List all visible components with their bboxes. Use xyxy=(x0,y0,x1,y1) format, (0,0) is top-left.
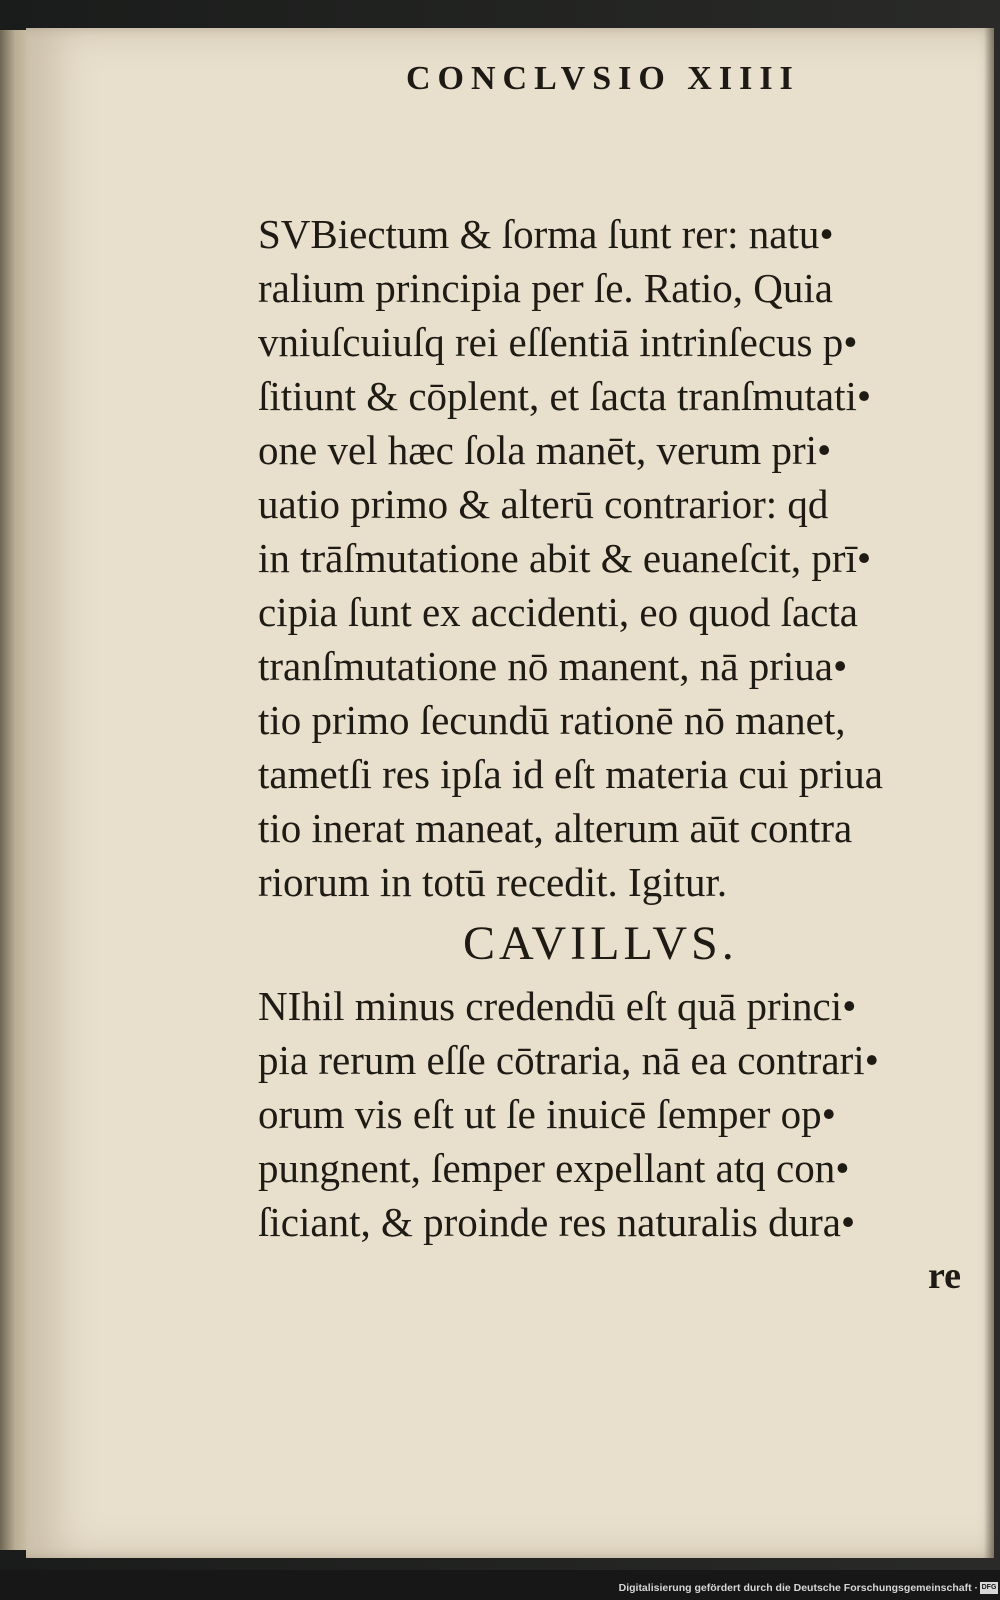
conclusio-line: riorum in totū recedit. Igitur. xyxy=(258,859,728,905)
conclusio-line: tio primo ſecundū rationē nō manet, xyxy=(258,697,846,743)
conclusio-line: tametſi res ipſa id eſt materia cui priua xyxy=(258,751,884,797)
conclusio-line: tranſmutatione nō manent, nā priua• xyxy=(258,643,848,689)
cavillus-line: pia rerum eſſe cōtraria, nā ea contrari• xyxy=(258,1037,880,1083)
cavillus-heading: CAVILLVS. xyxy=(463,917,738,970)
dfg-logo-icon: DFG xyxy=(980,1582,998,1594)
book-page xyxy=(26,28,994,1558)
conclusio-line: uatio primo & alterū contrarior: qd xyxy=(258,481,829,527)
cavillus-line: ſiciant, & proinde res naturalis dura• xyxy=(258,1199,856,1245)
conclusio-line: SVBiectum & ſorma ſunt rer: natu• xyxy=(258,211,834,257)
conclusio-line: ſitiunt & cōplent, et ſacta tranſmutati• xyxy=(258,373,872,419)
conclusio-line: tio inerat maneat, alterum aūt contra xyxy=(258,805,853,851)
conclusio-line: in trāſmutatione abit & euaneſcit, prī• xyxy=(258,535,872,581)
funding-credit: Digitalisierung gefördert durch die Deutsche Forschungsgemeinschaft · xyxy=(618,1582,978,1594)
cavillus-line: pungnent, ſemper expellant atq con• xyxy=(258,1145,850,1191)
conclusio-line: ralium principia per ſe. Ratio, Quia xyxy=(258,265,833,311)
cavillus-line: NIhil minus credendū eſt quā princi• xyxy=(258,983,857,1029)
catchword: re xyxy=(928,1255,962,1297)
cavillus-line: orum vis eſt ut ſe inuicē ſemper op• xyxy=(258,1091,836,1137)
conclusio-line: vniuſcuiuſq rei eſſentiā intrinſecus p• xyxy=(258,319,858,365)
running-head: CONCLVSIO XIIII xyxy=(406,60,800,97)
conclusio-line: cipia ſunt ex accidenti, eo quod ſacta xyxy=(258,589,858,635)
footer-bar xyxy=(0,1570,1000,1600)
page-edge-shadow xyxy=(984,28,994,1558)
conclusio-line: one vel hæc ſola manēt, verum pri• xyxy=(258,427,832,473)
